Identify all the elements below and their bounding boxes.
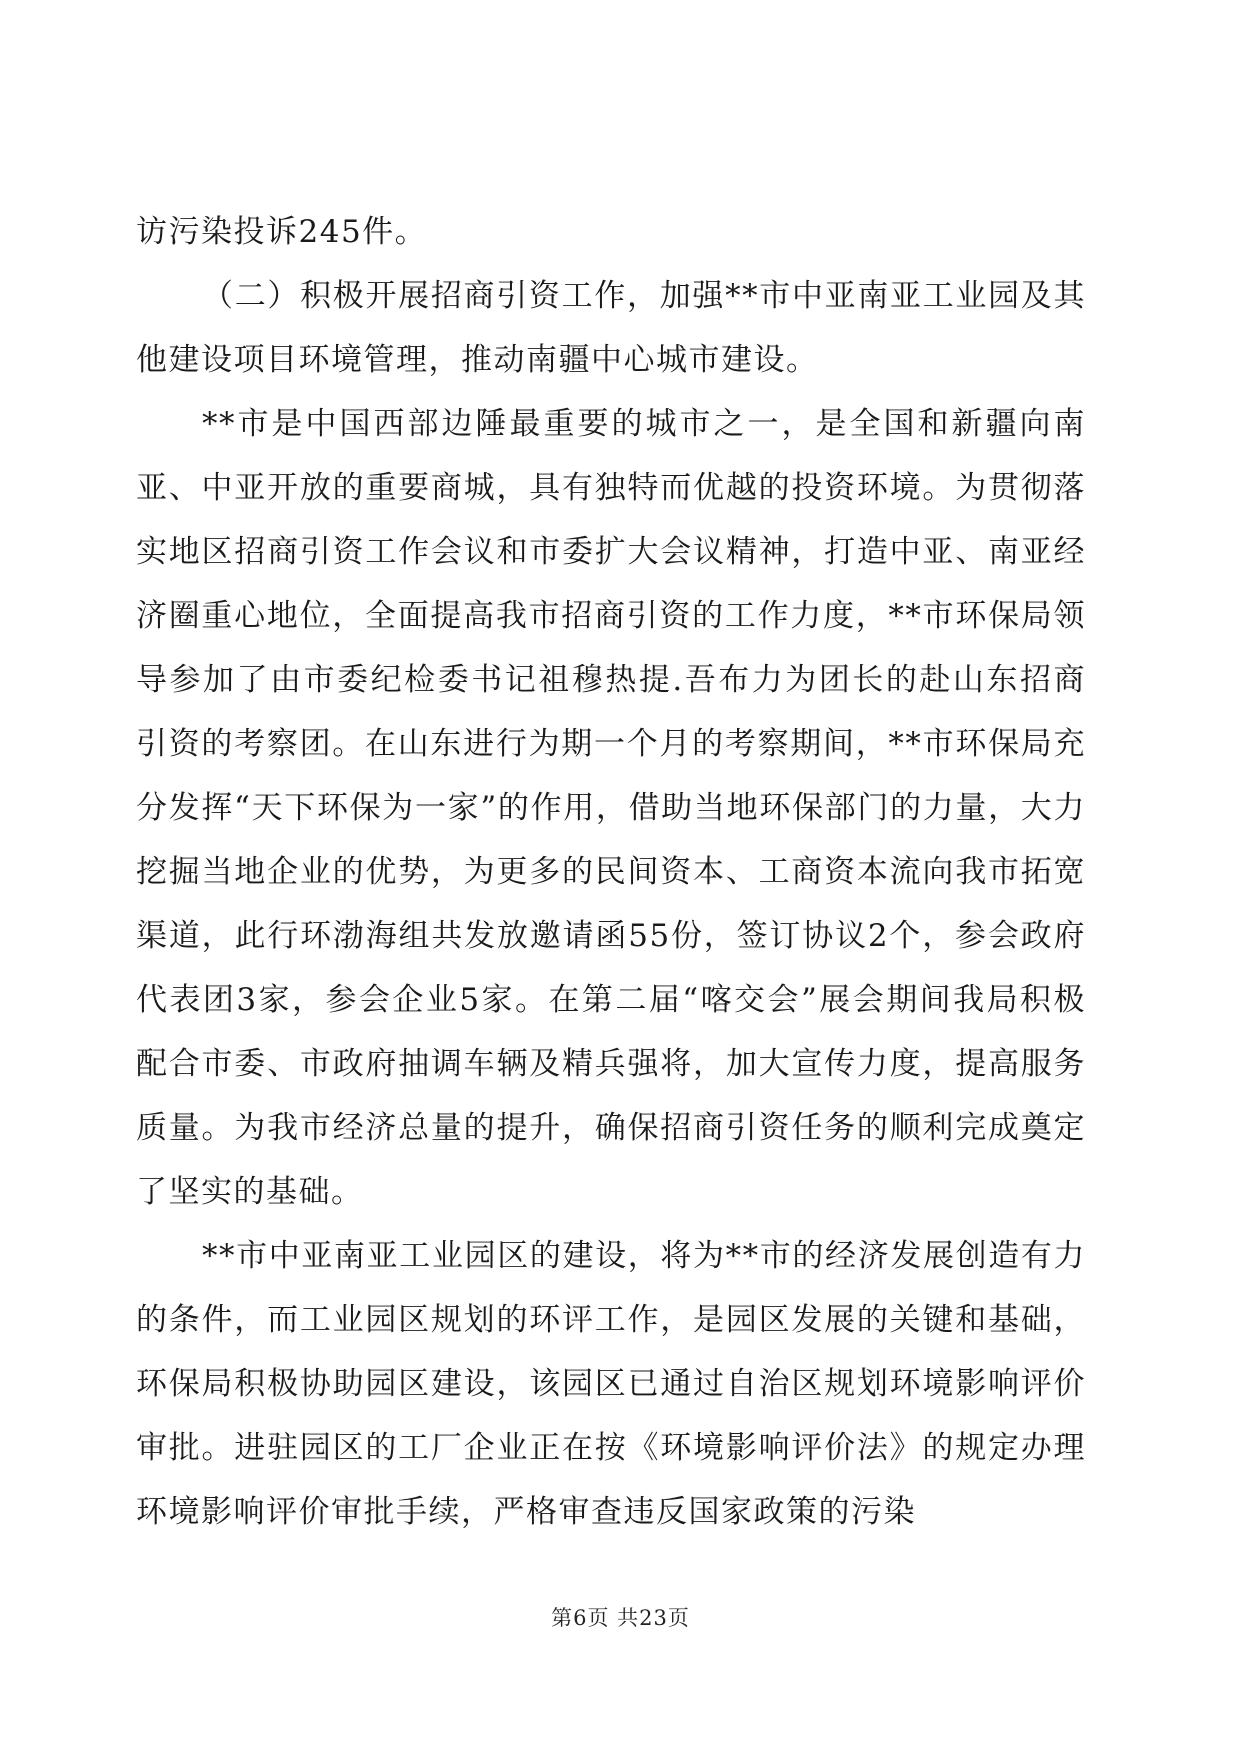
paragraph-section-heading: （二）积极开展招商引资工作，加强**市中亚南亚工业园及其他建设项目环境管理，推动南疆中心城市建设。 (136, 278, 1086, 378)
page-number-footer: 第6页 共23页 (551, 1606, 690, 1630)
paragraph-industrial-park: **市中亚南亚工业园区的建设，将为**市的经济发展创造有力的条件，而工业园区规划的环评工作，是园区发展的关键和基础，环保局积极协助园区建设，该园区已通过自治区规划环境影响评价审批。进驻园区的工厂企业正在按《环境影响评价法》的规定办理环境影响评价审批手续，严格审查违反国家政策的污染 (136, 1238, 1086, 1530)
paragraph-continuation: 访污染投诉245件。 (136, 214, 428, 250)
document-body (136, 200, 1086, 1544)
paragraph-investment: **市是中国西部边陲最重要的城市之一，是全国和新疆向南亚、中亚开放的重要商城，具有独特而优越的投资环境。为贯彻落实地区招商引资工作会议和市委扩大会议精神，打造中亚、南亚经济圈重心地位，全面提高我市招商引资的工作力度，**市环保局领导参加了由市委纪检委书记祖穆热提.吾布力为团长的赴山东招商引资的考察团。在山东进行为期一个月的考察期间，**市环保局充分发挥“天下环保为一家”的作用，借助当地环保部门的力量，大力挖掘当地企业的优势，为更多的民间资本、工商资本流向我市拓宽渠道，此行环渤海组共发放邀请函55份，签订协议2个，参会政府代表团3家，参会企业5家。在第二届“喀交会”展会期间我局积极配合市委、市政府抽调车辆及精兵强将，加大宣传力度，提高服务质量。为我市经济总量的提升，确保招商引资任务的顺利完成奠定了坚实的基础。 (136, 406, 1086, 1210)
